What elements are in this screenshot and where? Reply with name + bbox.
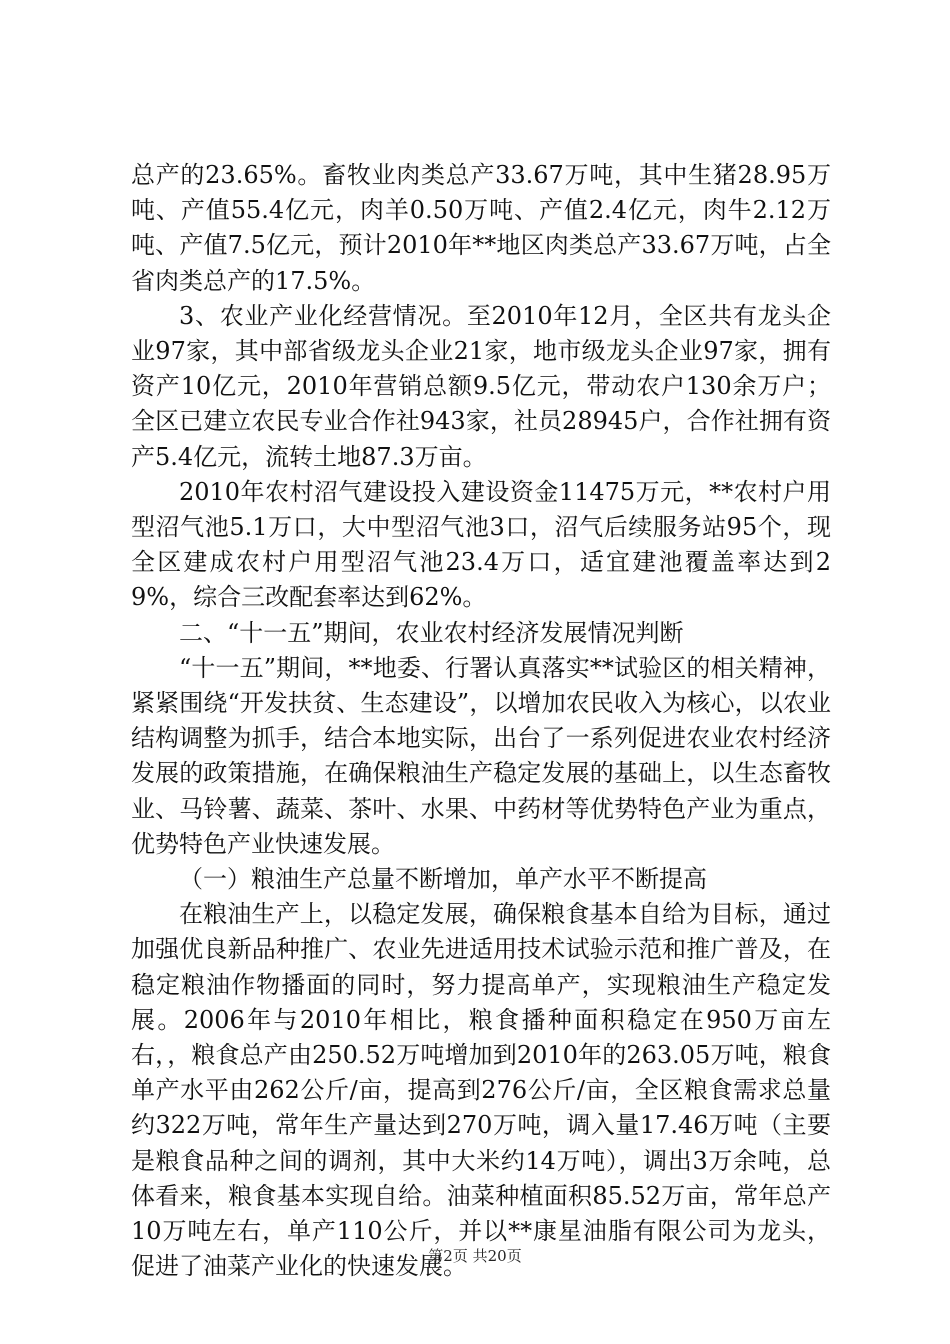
document-body <box>131 158 831 1285</box>
page-footer: 第2页 共20页 <box>428 1247 522 1265</box>
paragraph-livestock: 总产的23.65%。畜牧业肉类总产33.67万吨，其中生猪28.95万吨、产值55.4亿元，肉羊0.50万吨、产值2.4亿元，肉牛2.12万吨、产值7.5亿元，预计2010年**地区肉类总产33.67万吨，占全省肉类总产的17.5%。 <box>131 161 831 295</box>
paragraph-biogas: 2010年农村沼气建设投入建设资金11475万元，**农村户用型沼气池5.1万口，大中型沼气池3口，沼气后续服务站95个，现全区建成农村户用型沼气池23.4万口，适宜建池覆盖率达到29%，综合三改配套率达到62%。 <box>131 477 831 612</box>
paragraph-overview: “十一五”期间，**地委、行署认真落实**试验区的相关精神，紧紧围绕“开发扶贫、生态建设”，以增加农民收入为核心，以农业结构调整为抓手，结合本地实际，出台了一系列促进农业农村经济发展的政策措施，在确保粮油生产稳定发展的基础上，以生态畜牧业、马铃薯、蔬菜、茶叶、水果、中药材等优势特色产业为重点，优势特色产业快速发展。 <box>131 653 831 858</box>
subsection-heading-1: （一）粮油生产总量不断增加，单产水平不断提高 <box>179 865 707 894</box>
paragraph-grain-oil: 在粮油生产上，以稳定发展，确保粮食基本自给为目标，通过加强优良新品种推广、农业先进适用技术试验示范和推广普及，在稳定粮油作物播面的同时，努力提高单产，实现粮油生产稳定发展。2006年与2010年相比，粮食播种面积稳定在950万亩左右，，粮食总产由250.52万吨增加到2010年的263.05万吨，粮食单产水平由262公斤/亩，提高到276公斤/亩，全区粮食需求总量约322万吨，常年生产量达到270万吨，调入量17.46万吨（主要是粮食品种之间的调剂，其中大米约14万吨），调出3万余吨，总体看来，粮食基本实现自给。油菜种植面积85.52万亩，常年总产10万吨左右，单产110公斤，并以**康星油脂有限公司为龙头，促进了油菜产业化的快速发展。 <box>131 900 831 1281</box>
section-heading-2: 二、“十一五”期间，农业农村经济发展情况判断 <box>179 618 684 647</box>
paragraph-industrialization: 3、农业产业化经营情况。至2010年12月，全区共有龙头企业97家，其中部省级龙头企业21家，地市级龙头企业97家，拥有资产10亿元，2010年营销总额9.5亿元，带动农户130余万户；全区已建立农民专业合作社943家，社员28945户，合作社拥有资产5.4亿元，流转土地87.3万亩。 <box>131 301 831 471</box>
